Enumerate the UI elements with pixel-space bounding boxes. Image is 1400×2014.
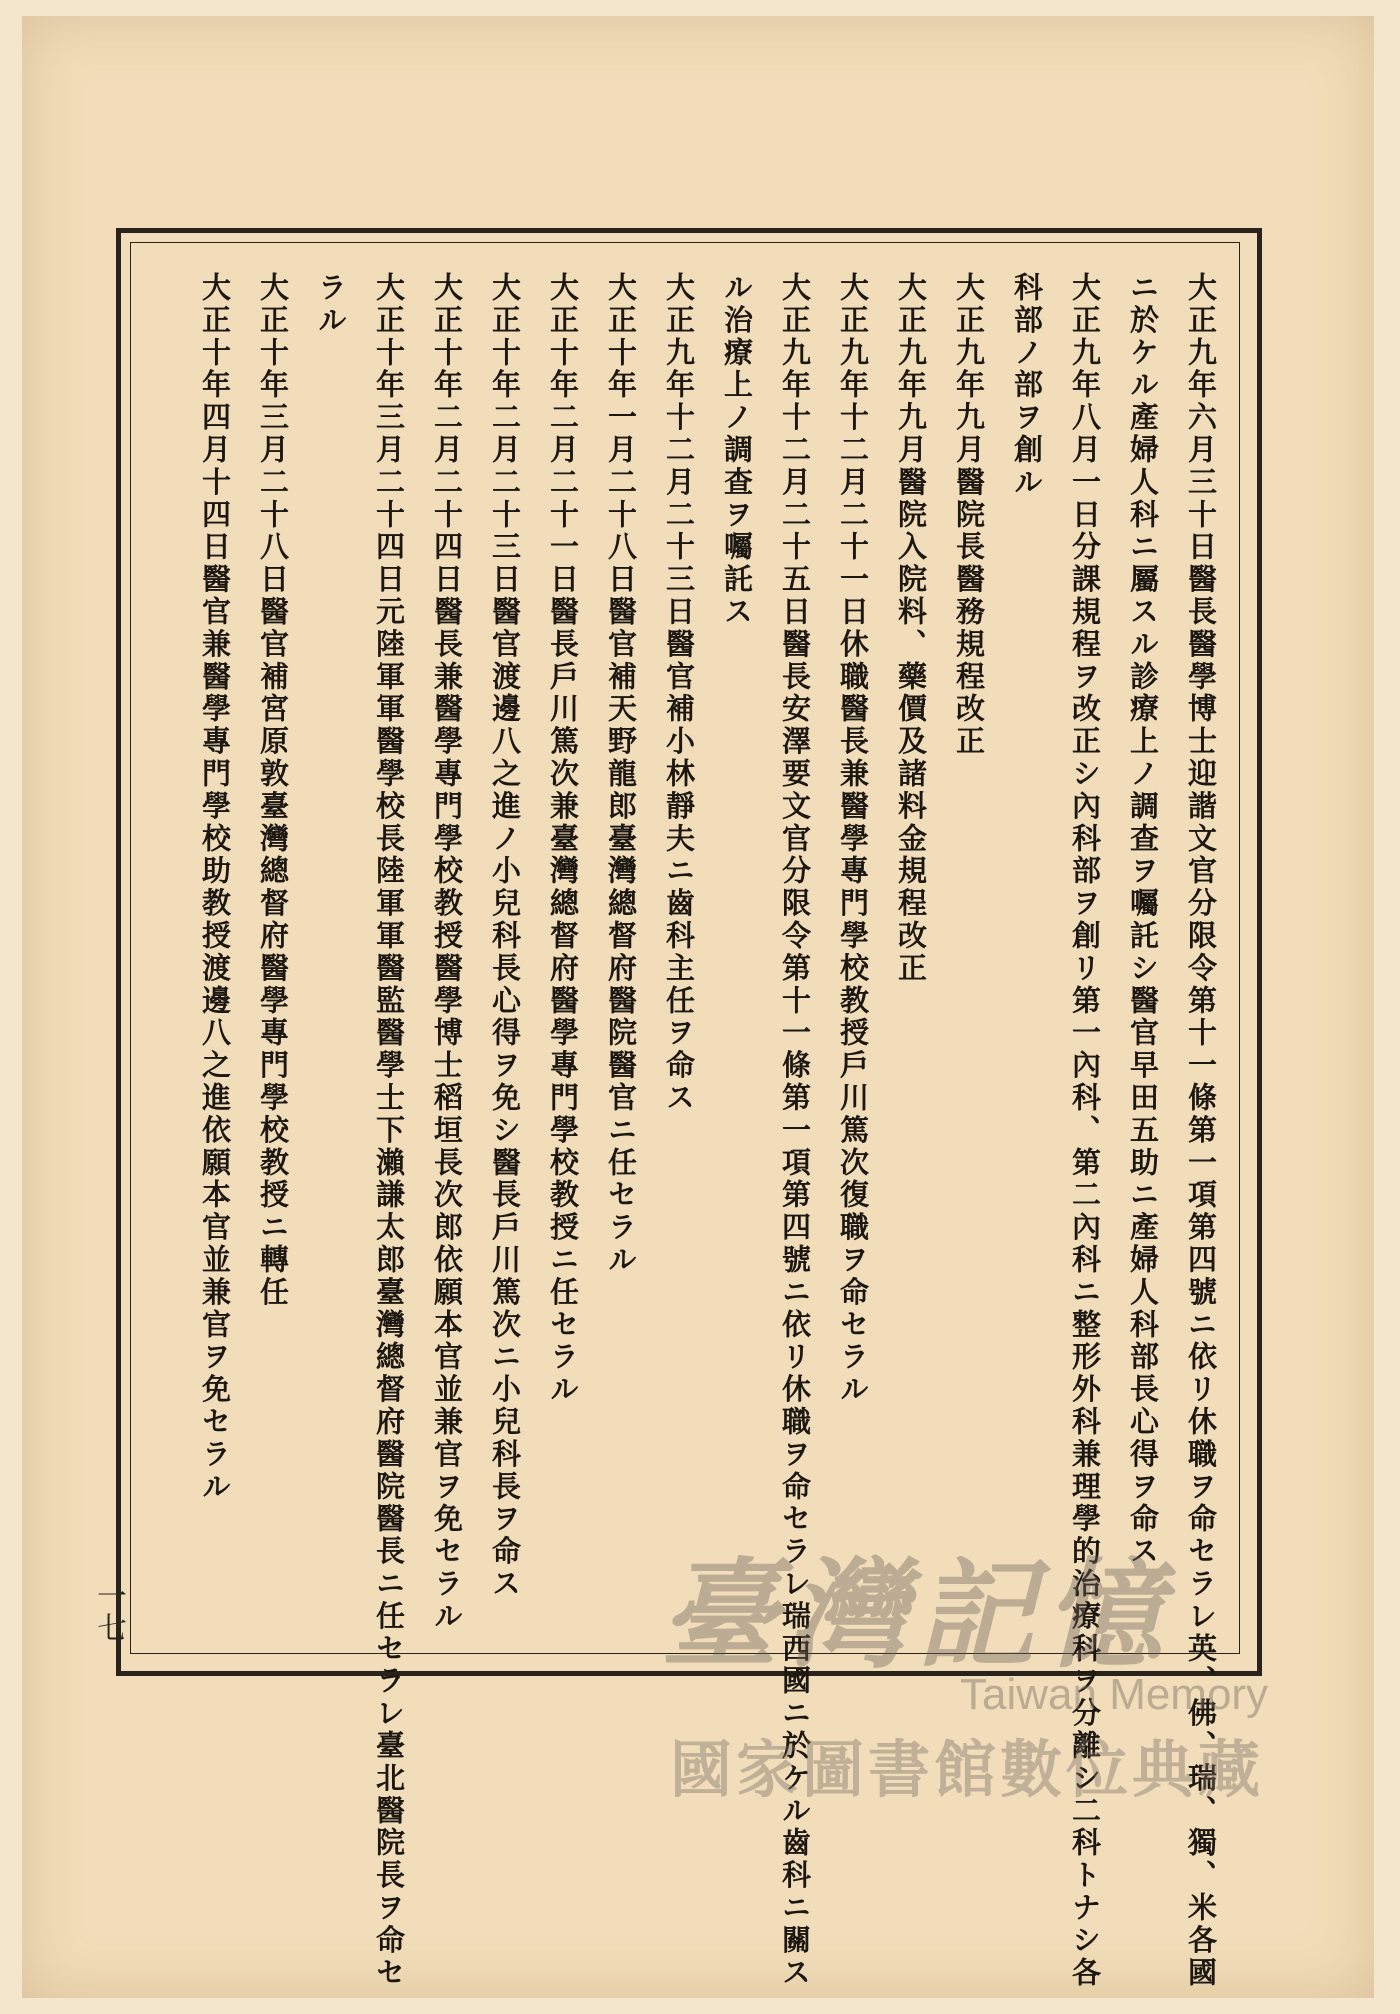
text-line: 大正九年十二月二十五日醫長安澤要文官分限令第十一條第一項第四號ニ依リ休職ヲ命セラレ瑞西國ニ於ケル齒科ニ關ス [778,272,812,1990]
watermark [660,1520,1320,1820]
page-number: 一七 [91,1580,126,1644]
text-line: 大正九年八月一日分課規程ヲ改正シ內科部ヲ創リ第一內科、第二內科ニ整形外科兼理學的治療科ヲ分離シ二科トナシ各 [1068,272,1102,1990]
watermark-english: Taiwan Memory [960,1670,1269,1719]
text-line: 大正十年三月二十八日醫官補宮原敦臺灣總督府醫學專門學校教授ニ轉任 [256,272,290,1309]
text-line: ラル [314,272,348,337]
text-line: 科部ノ部ヲ創ル [1010,272,1044,499]
text-line: 大正十年二月二十四日醫長兼醫學專門學校教授醫學博士稻垣長次郎依願本官並兼官ヲ免セラル [430,272,464,1633]
text-line: 大正九年九月醫院入院料、藥價及諸料金規程改正 [894,272,928,985]
text-line: 大正九年九月醫院長醫務規程改正 [952,272,986,758]
text-line: 大正十年四月十四日醫官兼醫學專門學校助教授渡邊八之進依願本官並兼官ヲ免セラル [198,272,232,1504]
text-line: 大正十年二月二十三日醫官渡邊八之進ノ小兒科長心得ヲ免シ醫長戶川篤次ニ小兒科長ヲ命ス [488,272,522,1601]
watermark-calligraphy: 臺灣記憶 [660,1545,1173,1684]
text-line: 大正十年一月二十八日醫官補天野龍郎臺灣總督府醫院醫官ニ任セラル [604,272,638,1277]
text-line: 大正九年十二月二十三日醫官補小林靜夫ニ齒科主任ヲ命ス [662,272,696,1115]
watermark-organization: 國家圖書館數位典藏 [670,1733,1265,1806]
text-line: 大正十年三月二十四日元陸軍軍醫學校長陸軍軍醫監醫學士下瀨謙太郎臺灣總督府醫院醫長ニ任セラレ臺北醫院長ヲ命セ [372,272,406,1990]
text-line: 大正九年六月三十日醫長醫學博士迎諧文官分限令第十一條第一項第四號ニ依リ休職ヲ命セラレ英、佛、瑞、獨、米各國 [1184,272,1218,1990]
text-line: 大正十年二月二十一日醫長戶川篤次兼臺灣總督府醫學專門學校教授ニ任セラル [546,272,580,1406]
text-line: ニ於ケル產婦人科ニ屬スル診療上ノ調查ヲ囑託シ醫官早田五助ニ產婦人科部長心得ヲ命ス [1126,272,1160,1568]
text-line: ル治療上ノ調查ヲ囑託ス [720,272,754,629]
text-line: 大正九年十二月二十一日休職醫長兼醫學專門學校教授戶川篤次復職ヲ命セラル [836,272,870,1406]
